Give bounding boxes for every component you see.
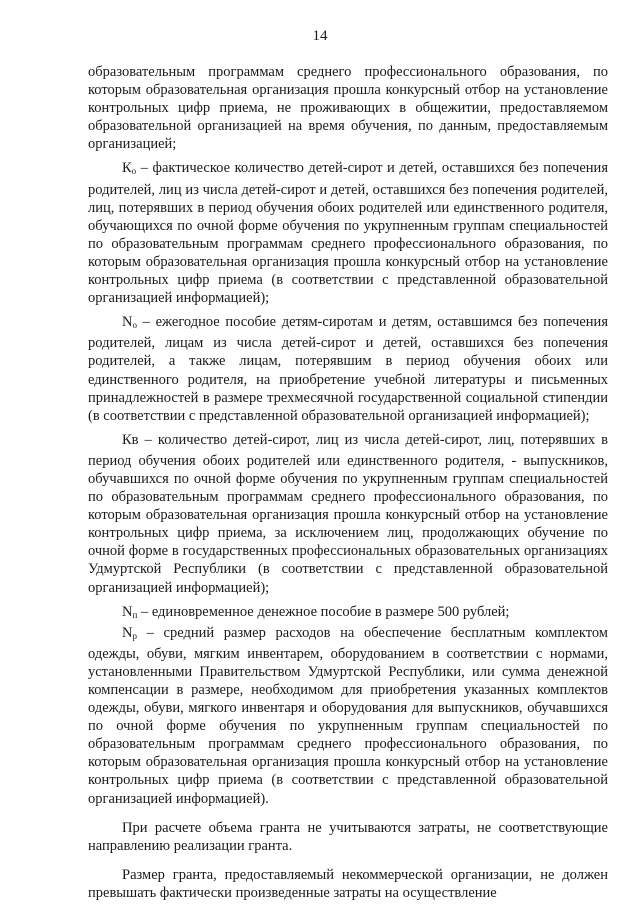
paragraph-definition-nr [88,624,608,808]
paragraph-definition-np [88,603,608,624]
paragraph-continuation [88,63,608,153]
formula-symbol [122,160,136,176]
paragraph-grant-costs [88,819,608,855]
symbol-letter: N [122,624,133,641]
symbol-letter: К [122,160,132,177]
paragraph-definition-ko [88,159,608,307]
symbol-subscript: п [132,609,138,620]
symbol-letter: N [122,314,133,331]
document-body [88,63,608,902]
symbol-subscript: о [131,166,137,177]
formula-symbol [122,432,139,448]
paragraph-definition-kv [88,431,608,597]
formula-symbol [122,625,137,641]
paragraph-text: – средний размер расходов на обеспечение бесплатным комплектом одежды, обуви, мягким инвентарем, оборудованием в соответствии с нормами, установленными Правительством Удмуртской Республики, или сумма денежной компенсации в размере, необходимом для приобретения указанных комплектов одежды, обуви, мягкого инвентаря и оборудования для выпускников, обучавшихся по очной форме обучения по укрупненным группам специальностей по образовательным программам среднего профессионального образования, по которым образовательная организация прошла конкурсный отбор на установление контрольных цифр приема (в соответствии с представленной образовательной организацией информацией). [88,624,608,807]
symbol-subscript: р [132,630,137,641]
paragraph-text: – количество детей-сирот, лиц из числа детей-сирот, лиц, потерявших в период обучения обоих родителей или единственного родителя, - выпускников, обучавшихся по очной форме обучения по укрупненным группам специальностей по образовательным программам среднего профессионального образования, по которым образовательная организация прошла конкурсный отбор на установление контрольных цифр приема, за исключением лиц, продолжающих обучение по очной форме в государственных профессиональных образовательных организациях Удмуртской Республики (в соответствии с представленной образовательной организацией информацией); [88,431,608,596]
symbol-subscript: о [132,320,137,331]
paragraph-text: – фактическое количество детей-сирот и детей, оставшихся без попечения родителей, лиц из числа детей-сирот и детей, оставшихся без попечения родителей, лиц, потерявших в период обучения обоих родителей или единственного родителя, обучающихся по очной форме обучения по укрупненным группам специальностей по образовательным программам среднего профессионального образования, по которым образовательная организация прошла конкурсный отбор на установление контрольных цифр приема (в соответствии с представленной образовательной организацией информацией); [88,160,608,307]
paragraph-grant-size [88,866,608,902]
paragraph-text: – ежегодное пособие детям-сиротам и детям, оставшимся без попечения родителей, лицам из числа детей-сирот и детей, оставшихся без попечения родителей, а также лицам, потерявшим в период обучения обоих или единственного родителя, на приобретение учебной литературы и письменных принадлежностей в размере трехмесячной государственной социальной стипендии (в соответствии с представленной образовательной организацией информацией); [88,314,608,424]
paragraph-text: – единовременное денежное пособие в размере 500 рублей; [137,603,510,620]
paragraph-definition-no [88,313,608,425]
paragraph-text: При расчете объема гранта не учитываются затраты, не соответствующие направлению реализации гранта. [88,819,608,854]
formula-symbol [122,314,137,330]
symbol-letter: Кв [122,431,139,448]
paragraph-text: Размер гранта, предоставляемый некоммерческой организации, не должен превышать фактически произведенные затраты на осуществление [88,866,608,901]
page-number: 14 [312,28,328,44]
paragraph-text: образовательным программам среднего профессионального образования, по которым образовательная организация прошла конкурсный отбор на установление контрольных цифр приема, не проживающих в общежитии, предоставляемом образовательной организацией на время обучения, по данным, предоставляемым организацией; [88,64,608,153]
symbol-letter: N [122,603,133,620]
formula-symbol [122,604,137,620]
